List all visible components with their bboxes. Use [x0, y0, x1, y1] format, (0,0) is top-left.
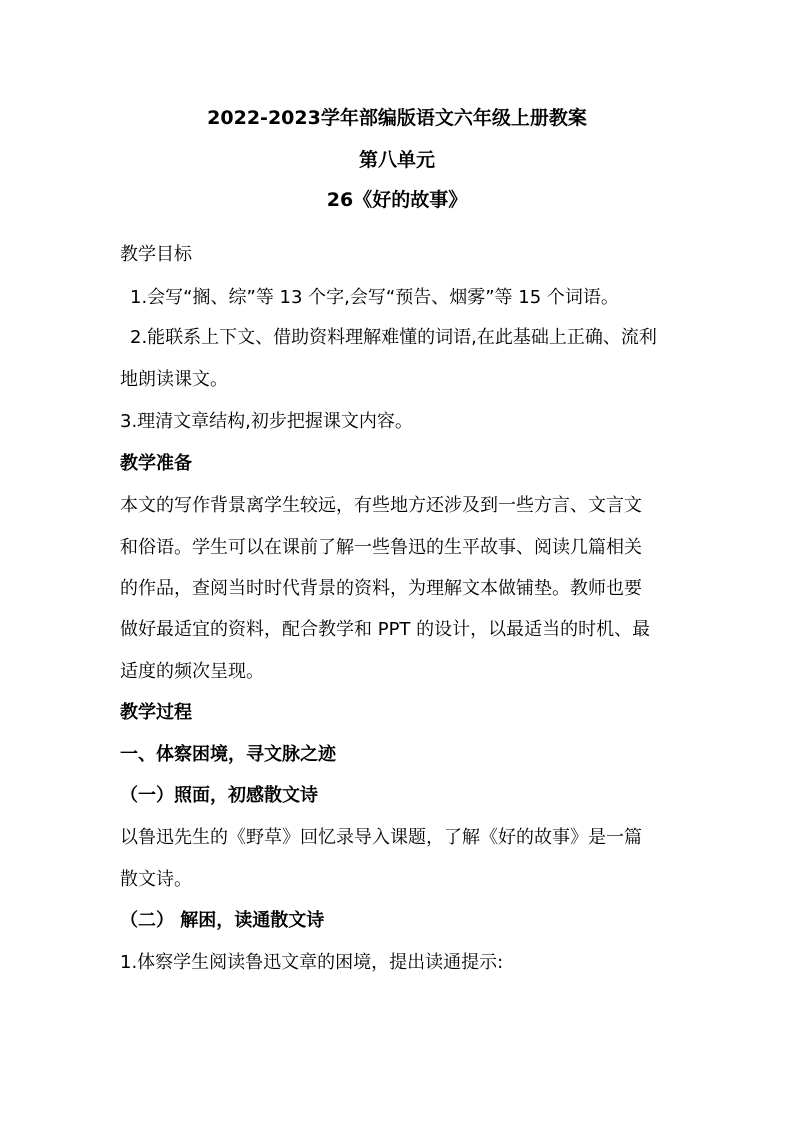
prep-paragraph-line: 适度的频次呈现。 — [120, 661, 264, 682]
section-heading-1: 一、体察困境，寻文脉之迹 — [120, 744, 336, 765]
goals-heading: 教学目标 — [120, 244, 192, 265]
subsection-2-item-1: 1.体察学生阅读鲁迅文章的困境，提出读通提示: — [120, 952, 504, 973]
unit-title: 第八单元 — [358, 149, 435, 171]
prep-paragraph-line: 做好最适宜的资料，配合教学和 PPT 的设计，以最适当的时机、最 — [120, 619, 651, 640]
lesson-title: 26《好的故事》 — [326, 189, 468, 211]
goal-item-1: 1.会写“搁、综”等 13 个字,会写“预告、烟雾”等 15 个词语。 — [130, 287, 619, 308]
goal-item-3: 3.理清文章结构,初步把握课文内容。 — [120, 411, 413, 432]
prep-heading: 教学准备 — [120, 453, 192, 474]
goal-item-2-continued: 地朗读课文。 — [120, 369, 228, 390]
goal-item-2: 2.能联系上下文、借助资料理解难懂的词语,在此基础上正确、流利 — [130, 327, 657, 348]
prep-paragraph-line: 本文的写作背景离学生较远，有些地方还涉及到一些方言、文言文 — [120, 495, 642, 516]
subsection-heading-2: （二） 解困，读通散文诗 — [120, 910, 325, 931]
subsection-1-paragraph-line: 以鲁迅先生的《野草》回忆录导入课题，了解《好的故事》是一篇 — [120, 827, 642, 848]
subsection-heading-1: （一）照面，初感散文诗 — [120, 785, 318, 806]
process-heading: 教学过程 — [120, 702, 192, 723]
subsection-1-paragraph-line: 散文诗。 — [120, 869, 192, 890]
prep-paragraph-line: 和俗语。学生可以在课前了解一些鲁迅的生平故事、阅读几篇相关 — [120, 537, 642, 558]
document-title: 2022-2023学年部编版语文六年级上册教案 — [207, 107, 587, 129]
prep-paragraph-line: 的作品，查阅当时时代背景的资料，为理解文本做铺垫。教师也要 — [120, 578, 642, 599]
